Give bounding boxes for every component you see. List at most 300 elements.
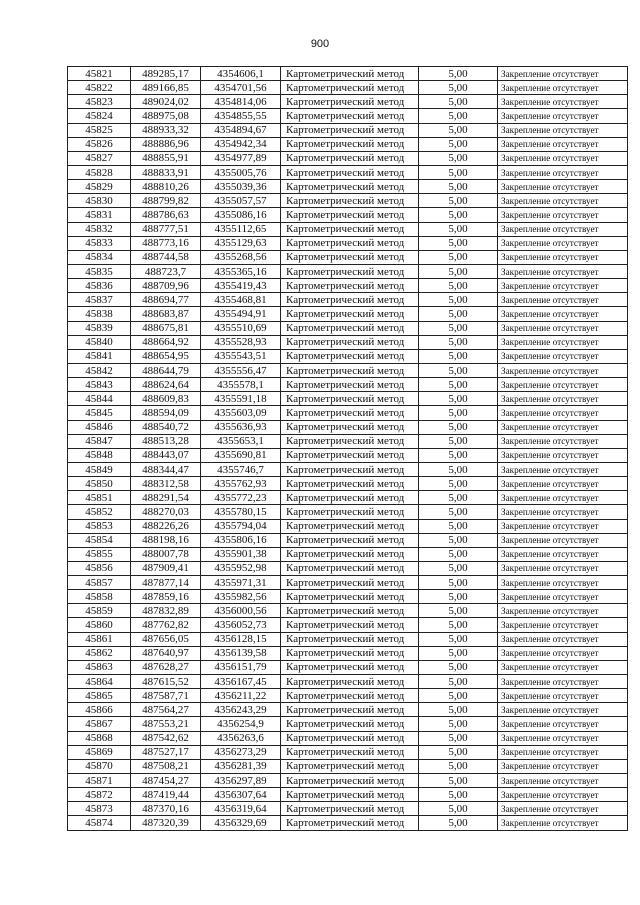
table-row [68,321,628,335]
table-row [68,222,628,236]
cell-coord-y: 4355794,04 [201,519,281,533]
cell-coord-x: 487542,62 [131,731,201,745]
cell-method: Картометрический метод [281,646,419,660]
cell-method: Картометрический метод [281,349,419,363]
cell-accuracy: 5,00 [419,363,498,377]
cell-point-number: 45842 [68,363,131,377]
table-row [68,137,628,151]
cell-method: Картометрический метод [281,194,419,208]
cell-point-number: 45861 [68,632,131,646]
cell-fixation: Закрепление отсутствует [498,561,628,575]
cell-fixation: Закрепление отсутствует [498,802,628,816]
cell-fixation: Закрепление отсутствует [498,279,628,293]
cell-fixation: Закрепление отсутствует [498,250,628,264]
cell-accuracy: 5,00 [419,180,498,194]
cell-point-number: 45824 [68,109,131,123]
cell-accuracy: 5,00 [419,745,498,759]
cell-coord-x: 487419,44 [131,788,201,802]
cell-point-number: 45823 [68,95,131,109]
cell-point-number: 45865 [68,689,131,703]
cell-coord-y: 4354894,67 [201,123,281,137]
cell-coord-y: 4356151,79 [201,660,281,674]
cell-point-number: 45850 [68,477,131,491]
cell-accuracy: 5,00 [419,420,498,434]
cell-coord-x: 488683,87 [131,307,201,321]
table-row [68,264,628,278]
cell-coord-y: 4356297,89 [201,774,281,788]
cell-coord-x: 488226,26 [131,519,201,533]
cell-coord-y: 4356128,15 [201,632,281,646]
cell-fixation: Закрепление отсутствует [498,335,628,349]
cell-point-number: 45845 [68,406,131,420]
cell-coord-x: 487454,27 [131,774,201,788]
cell-coord-x: 488675,81 [131,321,201,335]
cell-fixation: Закрепление отсутствует [498,165,628,179]
cell-point-number: 45851 [68,491,131,505]
cell-point-number: 45847 [68,434,131,448]
cell-coord-x: 487564,27 [131,703,201,717]
cell-accuracy: 5,00 [419,561,498,575]
cell-point-number: 45834 [68,250,131,264]
cell-point-number: 45838 [68,307,131,321]
cell-fixation: Закрепление отсутствует [498,194,628,208]
cell-coord-x: 488609,83 [131,392,201,406]
cell-fixation: Закрепление отсутствует [498,462,628,476]
cell-method: Картометрический метод [281,151,419,165]
cell-point-number: 45839 [68,321,131,335]
cell-accuracy: 5,00 [419,774,498,788]
cell-coord-y: 4355365,16 [201,264,281,278]
cell-accuracy: 5,00 [419,731,498,745]
cell-method: Картометрический метод [281,307,419,321]
cell-point-number: 45841 [68,349,131,363]
cell-accuracy: 5,00 [419,618,498,632]
cell-accuracy: 5,00 [419,67,498,81]
cell-accuracy: 5,00 [419,81,498,95]
cell-method: Картометрический метод [281,264,419,278]
cell-point-number: 45828 [68,165,131,179]
cell-coord-x: 488664,92 [131,335,201,349]
cell-fixation: Закрепление отсутствует [498,604,628,618]
cell-point-number: 45862 [68,646,131,660]
table-row [68,505,628,519]
table-row [68,477,628,491]
cell-coord-y: 4356139,58 [201,646,281,660]
cell-accuracy: 5,00 [419,194,498,208]
cell-coord-x: 487762,82 [131,618,201,632]
table-row [68,590,628,604]
cell-fixation: Закрепление отсутствует [498,81,628,95]
cell-fixation: Закрепление отсутствует [498,392,628,406]
cell-fixation: Закрепление отсутствует [498,222,628,236]
cell-point-number: 45849 [68,462,131,476]
cell-point-number: 45844 [68,392,131,406]
cell-fixation: Закрепление отсутствует [498,236,628,250]
cell-fixation: Закрепление отсутствует [498,759,628,773]
cell-method: Картометрический метод [281,689,419,703]
cell-coord-y: 4355543,51 [201,349,281,363]
cell-coord-y: 4356243,29 [201,703,281,717]
cell-coord-x: 488198,16 [131,533,201,547]
cell-coord-y: 4356329,69 [201,816,281,830]
table-row [68,717,628,731]
cell-fixation: Закрепление отсутствует [498,519,628,533]
cell-accuracy: 5,00 [419,491,498,505]
cell-point-number: 45840 [68,335,131,349]
table-row [68,632,628,646]
cell-coord-x: 487656,05 [131,632,201,646]
cell-coord-y: 4354606,1 [201,67,281,81]
cell-fixation: Закрепление отсутствует [498,109,628,123]
cell-coord-x: 488291,54 [131,491,201,505]
cell-method: Картометрический метод [281,406,419,420]
cell-point-number: 45873 [68,802,131,816]
cell-fixation: Закрепление отсутствует [498,95,628,109]
cell-coord-y: 4356052,73 [201,618,281,632]
cell-accuracy: 5,00 [419,788,498,802]
table-row [68,759,628,773]
table-row [68,406,628,420]
cell-method: Картометрический метод [281,604,419,618]
cell-coord-x: 488344,47 [131,462,201,476]
cell-point-number: 45843 [68,378,131,392]
cell-coord-y: 4355746,7 [201,462,281,476]
cell-accuracy: 5,00 [419,604,498,618]
cell-accuracy: 5,00 [419,165,498,179]
table-row [68,81,628,95]
table-row [68,307,628,321]
cell-point-number: 45854 [68,533,131,547]
cell-accuracy: 5,00 [419,236,498,250]
cell-coord-y: 4355690,81 [201,448,281,462]
page-number: 900 [310,38,330,50]
cell-point-number: 45855 [68,547,131,561]
cell-accuracy: 5,00 [419,703,498,717]
cell-method: Картометрический метод [281,293,419,307]
cell-point-number: 45863 [68,660,131,674]
cell-fixation: Закрепление отсутствует [498,576,628,590]
cell-coord-x: 487553,21 [131,717,201,731]
cell-coord-x: 488933,32 [131,123,201,137]
cell-method: Картометрический метод [281,448,419,462]
cell-coord-y: 4356273,29 [201,745,281,759]
cell-coord-y: 4355952,98 [201,561,281,575]
cell-point-number: 45869 [68,745,131,759]
table-row [68,703,628,717]
cell-accuracy: 5,00 [419,547,498,561]
cell-accuracy: 5,00 [419,434,498,448]
table-row [68,788,628,802]
cell-coord-y: 4355636,93 [201,420,281,434]
cell-point-number: 45830 [68,194,131,208]
cell-method: Картометрический метод [281,759,419,773]
cell-point-number: 45833 [68,236,131,250]
cell-point-number: 45856 [68,561,131,575]
coordinates-table [67,66,628,831]
cell-coord-x: 488777,51 [131,222,201,236]
cell-coord-x: 487909,41 [131,561,201,575]
table-row [68,646,628,660]
cell-coord-y: 4356263,6 [201,731,281,745]
cell-point-number: 45832 [68,222,131,236]
cell-coord-x: 487320,39 [131,816,201,830]
cell-method: Картометрический метод [281,81,419,95]
cell-fixation: Закрепление отсутствует [498,788,628,802]
cell-coord-x: 489166,85 [131,81,201,95]
cell-coord-y: 4354855,55 [201,109,281,123]
cell-coord-y: 4355510,69 [201,321,281,335]
cell-method: Картометрический метод [281,363,419,377]
cell-accuracy: 5,00 [419,590,498,604]
table-row [68,392,628,406]
cell-coord-x: 489285,17 [131,67,201,81]
cell-method: Картометрический метод [281,250,419,264]
cell-fixation: Закрепление отсутствует [498,264,628,278]
cell-method: Картометрический метод [281,745,419,759]
table-row [68,731,628,745]
cell-accuracy: 5,00 [419,505,498,519]
cell-fixation: Закрепление отсутствует [498,774,628,788]
cell-accuracy: 5,00 [419,816,498,830]
cell-method: Картометрический метод [281,137,419,151]
table-row [68,802,628,816]
cell-coord-x: 487859,16 [131,590,201,604]
cell-coord-x: 488855,91 [131,151,201,165]
cell-coord-y: 4355901,38 [201,547,281,561]
cell-coord-y: 4355578,1 [201,378,281,392]
cell-fixation: Закрепление отсутствует [498,505,628,519]
cell-coord-y: 4355057,57 [201,194,281,208]
cell-coord-y: 4355556,47 [201,363,281,377]
cell-method: Картометрический метод [281,123,419,137]
cell-method: Картометрический метод [281,533,419,547]
cell-coord-y: 4354942,34 [201,137,281,151]
table-row [68,561,628,575]
cell-fixation: Закрепление отсутствует [498,123,628,137]
table-row [68,660,628,674]
cell-point-number: 45831 [68,208,131,222]
cell-accuracy: 5,00 [419,392,498,406]
cell-accuracy: 5,00 [419,307,498,321]
table-row [68,180,628,194]
table-row [68,519,628,533]
cell-method: Картометрический метод [281,717,419,731]
cell-accuracy: 5,00 [419,675,498,689]
cell-fixation: Закрепление отсутствует [498,67,628,81]
cell-point-number: 45868 [68,731,131,745]
cell-coord-y: 4355086,16 [201,208,281,222]
cell-accuracy: 5,00 [419,378,498,392]
cell-fixation: Закрепление отсутствует [498,378,628,392]
cell-coord-y: 4355419,43 [201,279,281,293]
cell-method: Картометрический метод [281,335,419,349]
cell-point-number: 45870 [68,759,131,773]
cell-coord-y: 4355653,1 [201,434,281,448]
cell-fixation: Закрепление отсутствует [498,745,628,759]
cell-method: Картометрический метод [281,67,419,81]
cell-coord-y: 4355982,56 [201,590,281,604]
cell-coord-x: 487640,97 [131,646,201,660]
cell-accuracy: 5,00 [419,279,498,293]
cell-coord-x: 488694,77 [131,293,201,307]
cell-fixation: Закрепление отсутствует [498,816,628,830]
cell-accuracy: 5,00 [419,95,498,109]
cell-coord-x: 487832,89 [131,604,201,618]
cell-coord-y: 4355494,91 [201,307,281,321]
table-row [68,547,628,561]
cell-fixation: Закрепление отсутствует [498,363,628,377]
cell-coord-x: 488709,96 [131,279,201,293]
cell-coord-x: 488270,03 [131,505,201,519]
cell-coord-y: 4356167,45 [201,675,281,689]
cell-coord-y: 4356307,64 [201,788,281,802]
cell-method: Картометрический метод [281,95,419,109]
cell-method: Картометрический метод [281,208,419,222]
table-row [68,109,628,123]
table-row [68,151,628,165]
cell-point-number: 45848 [68,448,131,462]
cell-point-number: 45821 [68,67,131,81]
cell-fixation: Закрепление отсутствует [498,646,628,660]
cell-coord-y: 4356254,9 [201,717,281,731]
cell-fixation: Закрепление отсутствует [498,618,628,632]
cell-accuracy: 5,00 [419,406,498,420]
cell-coord-y: 4356319,64 [201,802,281,816]
cell-fixation: Закрепление отсутствует [498,731,628,745]
cell-method: Картометрический метод [281,618,419,632]
cell-fixation: Закрепление отсутствует [498,477,628,491]
cell-point-number: 45825 [68,123,131,137]
cell-method: Картометрический метод [281,632,419,646]
table-row [68,618,628,632]
cell-point-number: 45846 [68,420,131,434]
cell-accuracy: 5,00 [419,222,498,236]
cell-method: Картометрический метод [281,477,419,491]
cell-coord-x: 488624,64 [131,378,201,392]
table-row [68,236,628,250]
cell-coord-x: 487508,21 [131,759,201,773]
cell-coord-y: 4355039,36 [201,180,281,194]
cell-coord-x: 488833,91 [131,165,201,179]
cell-fixation: Закрепление отсутствует [498,717,628,731]
cell-accuracy: 5,00 [419,321,498,335]
cell-accuracy: 5,00 [419,576,498,590]
cell-method: Картометрический метод [281,703,419,717]
cell-method: Картометрический метод [281,675,419,689]
cell-fixation: Закрепление отсутствует [498,180,628,194]
cell-coord-y: 4354977,89 [201,151,281,165]
cell-accuracy: 5,00 [419,109,498,123]
cell-coord-x: 488312,58 [131,477,201,491]
table-row [68,95,628,109]
cell-point-number: 45829 [68,180,131,194]
cell-accuracy: 5,00 [419,335,498,349]
table-row [68,363,628,377]
cell-point-number: 45864 [68,675,131,689]
cell-coord-x: 488007,78 [131,547,201,561]
cell-coord-y: 4355468,81 [201,293,281,307]
cell-fixation: Закрепление отсутствует [498,547,628,561]
cell-coord-x: 488799,82 [131,194,201,208]
cell-accuracy: 5,00 [419,462,498,476]
cell-fixation: Закрепление отсутствует [498,660,628,674]
cell-fixation: Закрепление отсутствует [498,448,628,462]
cell-method: Картометрический метод [281,774,419,788]
cell-point-number: 45837 [68,293,131,307]
cell-coord-y: 4356000,56 [201,604,281,618]
cell-coord-x: 488810,26 [131,180,201,194]
cell-coord-y: 4355268,56 [201,250,281,264]
cell-fixation: Закрепление отсутствует [498,137,628,151]
cell-point-number: 45866 [68,703,131,717]
cell-method: Картометрический метод [281,491,419,505]
table-row [68,448,628,462]
cell-coord-y: 4355528,93 [201,335,281,349]
cell-coord-y: 4355591,18 [201,392,281,406]
cell-accuracy: 5,00 [419,208,498,222]
table-row [68,123,628,137]
cell-coord-y: 4355112,65 [201,222,281,236]
cell-method: Картометрический метод [281,236,419,250]
table-row [68,462,628,476]
cell-coord-y: 4355005,76 [201,165,281,179]
cell-method: Картометрический метод [281,816,419,830]
table-row [68,491,628,505]
cell-accuracy: 5,00 [419,646,498,660]
cell-coord-x: 487370,16 [131,802,201,816]
table-row [68,165,628,179]
cell-accuracy: 5,00 [419,250,498,264]
cell-accuracy: 5,00 [419,151,498,165]
cell-accuracy: 5,00 [419,349,498,363]
table-row [68,533,628,547]
cell-accuracy: 5,00 [419,477,498,491]
cell-method: Картометрический метод [281,519,419,533]
cell-method: Картометрический метод [281,378,419,392]
cell-coord-y: 4355971,31 [201,576,281,590]
cell-method: Картометрический метод [281,420,419,434]
cell-accuracy: 5,00 [419,123,498,137]
cell-method: Картометрический метод [281,165,419,179]
cell-method: Картометрический метод [281,576,419,590]
cell-point-number: 45867 [68,717,131,731]
table-row [68,293,628,307]
cell-coord-x: 488786,63 [131,208,201,222]
table-row [68,279,628,293]
cell-method: Картометрический метод [281,222,419,236]
cell-accuracy: 5,00 [419,264,498,278]
cell-coord-x: 488594,09 [131,406,201,420]
cell-coord-x: 488886,96 [131,137,201,151]
cell-method: Картометрический метод [281,279,419,293]
cell-accuracy: 5,00 [419,137,498,151]
cell-accuracy: 5,00 [419,519,498,533]
table-row [68,434,628,448]
cell-point-number: 45871 [68,774,131,788]
table-body [68,67,628,831]
cell-point-number: 45858 [68,590,131,604]
cell-coord-x: 488513,28 [131,434,201,448]
cell-point-number: 45852 [68,505,131,519]
table-row [68,745,628,759]
cell-point-number: 45822 [68,81,131,95]
cell-fixation: Закрепление отсутствует [498,491,628,505]
cell-coord-x: 489024,02 [131,95,201,109]
cell-accuracy: 5,00 [419,448,498,462]
cell-fixation: Закрепление отсутствует [498,434,628,448]
table-row [68,250,628,264]
cell-coord-y: 4355806,16 [201,533,281,547]
